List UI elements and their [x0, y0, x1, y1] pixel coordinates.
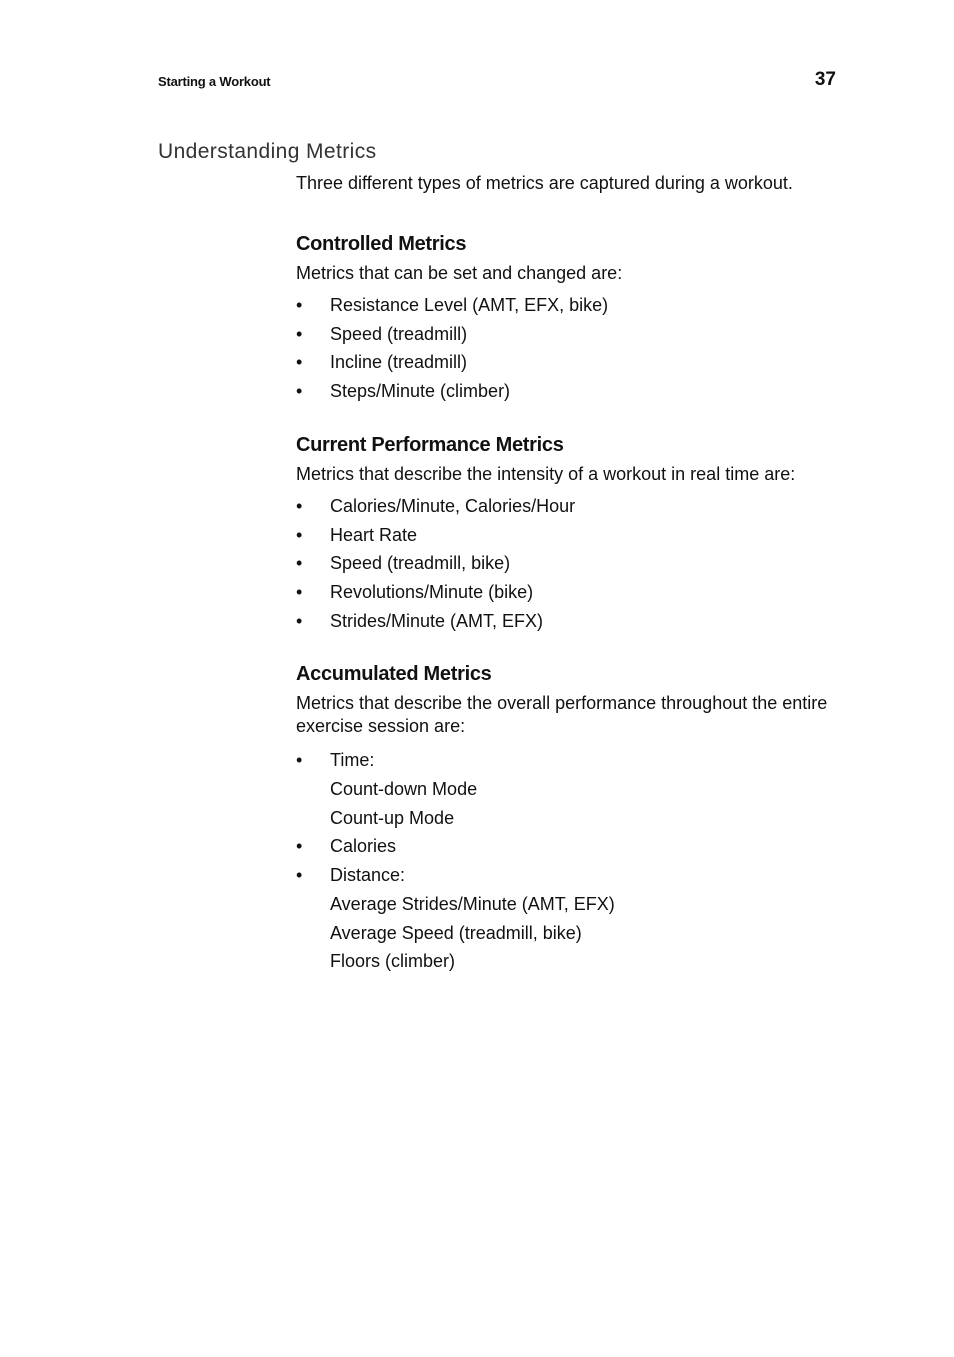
- list-item: • Strides/Minute (AMT, EFX): [296, 607, 841, 636]
- controlled-metrics-list: [296, 291, 841, 406]
- list-item: • Speed (treadmill): [296, 320, 841, 349]
- current-metrics-lead: Metrics that describe the intensity of a workout in real time are:: [296, 463, 796, 484]
- sub-item: Floors (climber): [330, 951, 456, 972]
- section-content: [296, 172, 841, 976]
- bullet-icon: •: [296, 750, 303, 771]
- list-item: • Time: Count-down Mode Count-up Mode: [296, 746, 841, 832]
- section-title: Understanding Metrics: [158, 140, 377, 163]
- list-item: • Distance: Average Strides/Minute (AMT, EFX) Average Speed (treadmill, bike) Floors (climber): [296, 861, 841, 976]
- current-metrics-list: [296, 492, 841, 636]
- controlled-metrics-lead: Metrics that can be set and changed are:: [296, 263, 623, 283]
- sub-item: Count-down Mode: [330, 779, 478, 800]
- list-item: • Calories/Minute, Calories/Hour: [296, 492, 841, 521]
- bullet-icon: •: [296, 524, 303, 545]
- list-item: • Calories: [296, 832, 841, 861]
- list-item: • Incline (treadmill): [296, 348, 841, 377]
- sub-item: Count-up Mode: [330, 807, 455, 828]
- bullet-icon: •: [296, 581, 303, 602]
- list-item: • Speed (treadmill, bike): [296, 549, 841, 578]
- list-item: • Steps/Minute (climber): [296, 377, 841, 406]
- intro-paragraph: Three different types of metrics are captured during a workout.: [296, 173, 793, 193]
- current-metrics-heading: Current Performance Metrics: [296, 433, 564, 456]
- accumulated-metrics-heading: Accumulated Metrics: [296, 663, 492, 686]
- bullet-icon: •: [296, 381, 303, 402]
- controlled-metrics-heading: Controlled Metrics: [296, 233, 467, 255]
- bullet-icon: •: [296, 352, 303, 373]
- list-item: • Revolutions/Minute (bike): [296, 578, 841, 607]
- running-header: Starting a Workout: [158, 74, 271, 89]
- bullet-icon: •: [296, 836, 303, 857]
- bullet-icon: •: [296, 865, 303, 886]
- bullet-icon: •: [296, 495, 303, 516]
- page-number: 37: [814, 69, 836, 90]
- sub-item: Average Strides/Minute (AMT, EFX): [330, 893, 615, 914]
- bullet-icon: •: [296, 295, 303, 315]
- bullet-icon: •: [296, 553, 303, 574]
- bullet-icon: •: [296, 323, 303, 344]
- bullet-icon: •: [296, 610, 303, 631]
- list-item: • Resistance Level (AMT, EFX, bike): [296, 291, 841, 320]
- sub-item: Average Speed (treadmill, bike): [330, 922, 582, 943]
- accumulated-metrics-list: [296, 746, 841, 976]
- accumulated-metrics-lead: Metrics that describe the overall performance throughout the entire exercise session are:: [296, 693, 828, 737]
- list-item: • Heart Rate: [296, 521, 841, 550]
